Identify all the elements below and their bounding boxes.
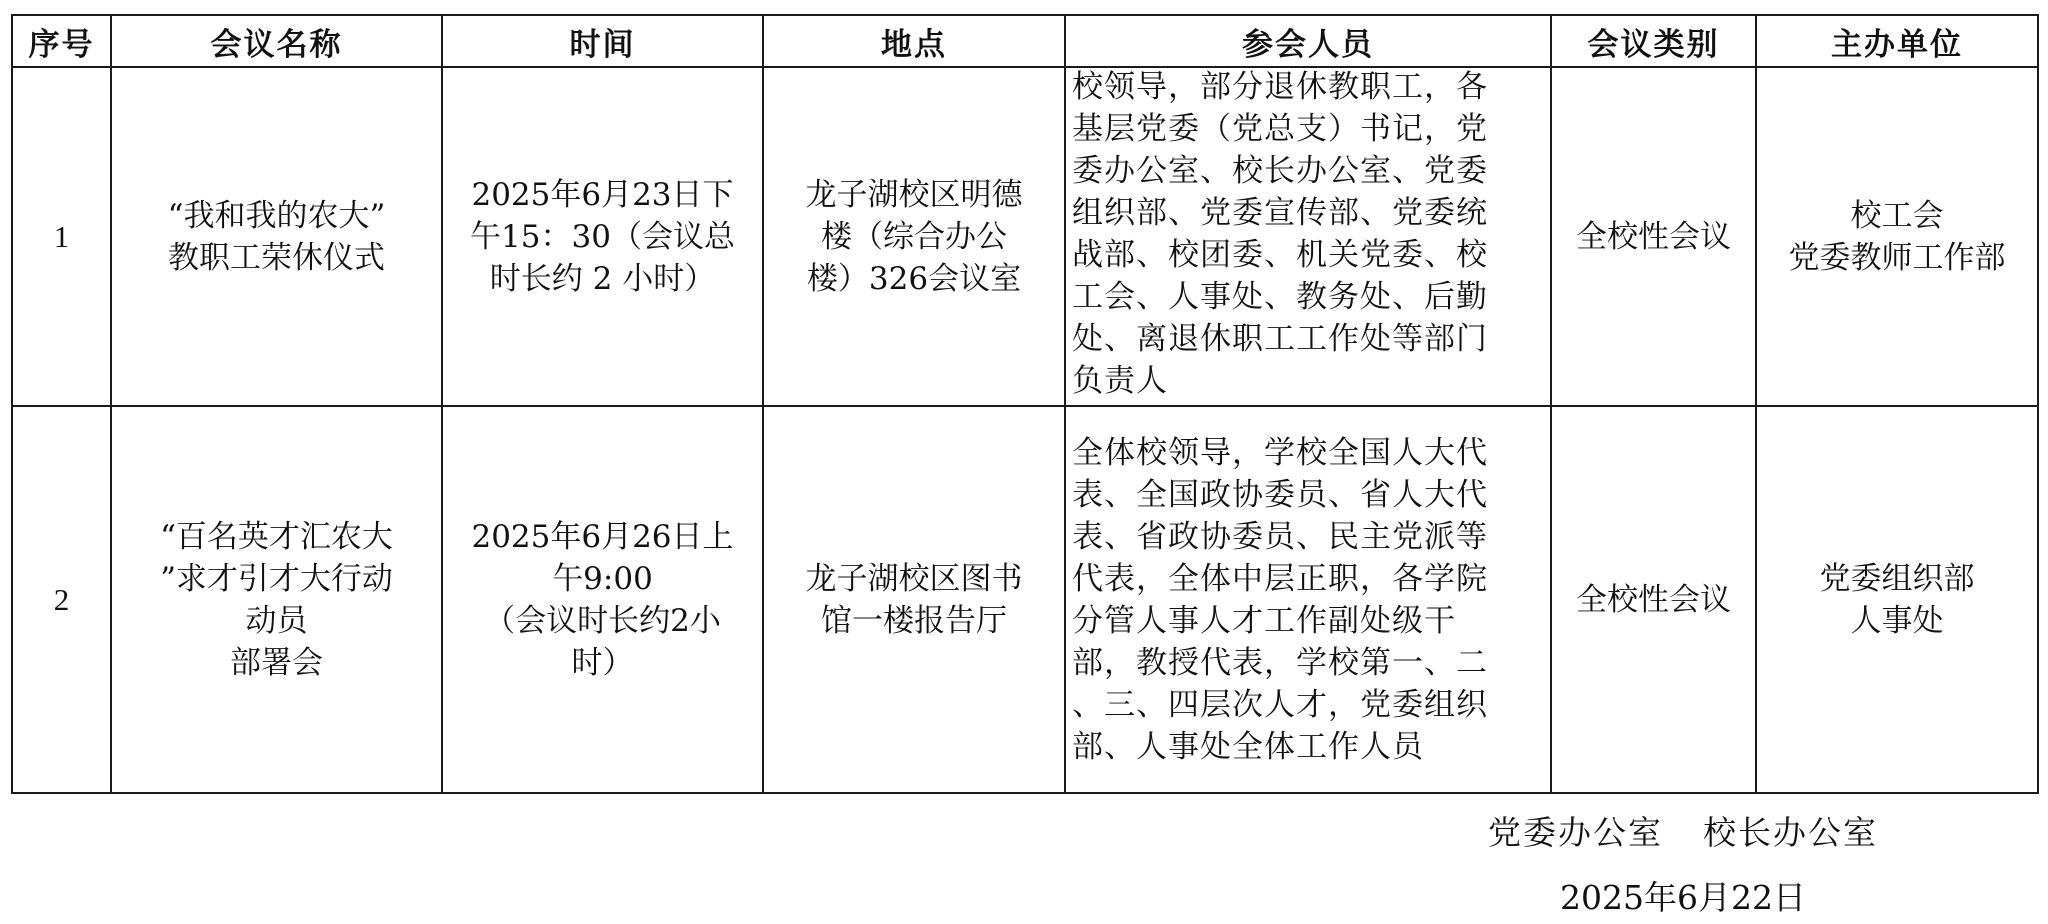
meeting-table xyxy=(11,14,2039,794)
meeting-name: “百名英才汇农大 ”求才引才大行动 动员 部署会 xyxy=(160,518,393,681)
meeting-name: “我和我的农大” 教职工荣休仪式 xyxy=(167,197,386,276)
row-number: 1 xyxy=(53,218,70,254)
meeting-time: 2025年6月26日上 午9:00 （会议时长约2小 时） xyxy=(471,518,734,681)
meeting-attendees: 全体校领导，学校全国人大代 表、全国政协委员、省人大代 表、省政协委员、民主党派等 代表，全体中层正职，各学院 分管人事人才工作副处级干 部，教授代表，学校第一、二 、三、四层次人才，党委组织 部、人事处全体工作人员 xyxy=(1072,434,1488,765)
header-time: 时间 xyxy=(442,15,763,67)
issuing-offices xyxy=(1488,807,1878,854)
cell-meeting-name xyxy=(111,406,442,793)
header-attendees: 参会人员 xyxy=(1065,15,1551,67)
cell-attendees xyxy=(1065,406,1551,793)
meeting-location: 龙子湖校区图书 馆一楼报告厅 xyxy=(805,560,1023,639)
cell-location xyxy=(763,67,1065,406)
cell-attendees xyxy=(1065,67,1551,406)
issuer-president-office: 校长办公室 xyxy=(1703,813,1878,852)
meeting-schedule xyxy=(11,14,2037,794)
meeting-category: 全校性会议 xyxy=(1576,218,1731,255)
meeting-category: 全校性会议 xyxy=(1576,581,1731,618)
cell-category xyxy=(1551,67,1756,406)
header-no: 序号 xyxy=(12,15,111,67)
header-row xyxy=(12,15,2038,67)
meeting-time: 2025年6月23日下 午15：30（会议总 时长约 2 小时） xyxy=(470,176,735,297)
header-meeting-name: 会议名称 xyxy=(111,15,442,67)
header-organizer: 主办单位 xyxy=(1756,15,2038,67)
meeting-attendees: 校领导，部分退休教职工，各 基层党委（党总支）书记，党 委办公室、校长办公室、党委 组织部、党委宣传部、党委统 战部、校团委、机关党委、校 工会、人事处、教务处、后勤 处、离退休职工工作处等部门 负责人 xyxy=(1072,69,1488,399)
meeting-organizer: 校工会 党委教师工作部 xyxy=(1788,197,2006,276)
cell-category xyxy=(1551,406,1756,793)
cell-meeting-name xyxy=(111,67,442,406)
row-number: 2 xyxy=(53,581,70,617)
cell-time xyxy=(442,406,763,793)
header-category: 会议类别 xyxy=(1551,15,1756,67)
issuer-party-office: 党委办公室 xyxy=(1488,813,1663,852)
cell-time xyxy=(442,67,763,406)
header-location: 地点 xyxy=(763,15,1065,67)
cell-organizer xyxy=(1756,406,2038,793)
cell-no xyxy=(12,406,111,793)
cell-no xyxy=(12,67,111,406)
issue-date: 2025年6月22日 xyxy=(1560,878,1806,917)
table-row xyxy=(12,67,2038,406)
meeting-location: 龙子湖校区明德 楼（综合办公 楼）326会议室 xyxy=(805,176,1023,297)
table-row xyxy=(12,406,2038,793)
meeting-organizer: 党委组织部 人事处 xyxy=(1819,560,1975,639)
cell-organizer xyxy=(1756,67,2038,406)
cell-location xyxy=(763,406,1065,793)
